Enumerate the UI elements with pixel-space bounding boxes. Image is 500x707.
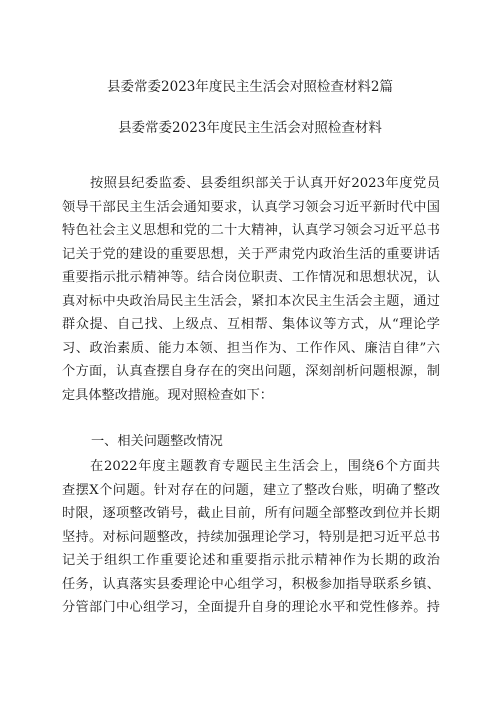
- paragraph-line: 分管部门中心组学习，全面提升自身的理论水平和党性修养。持: [62, 600, 440, 615]
- paragraph-line: 真对标中央政治局民主生活会，紧扣本次民主生活会主题，通过: [62, 293, 440, 309]
- paragraph-line: 习、政治素质、能力本领、担当作为、工作作风、廉洁自律”六: [62, 340, 440, 356]
- paragraph-line: 群众提、自己找、上级点、互相帮、集体议等方式，从“理论学: [62, 317, 440, 332]
- paragraph-line: 记关于党的建设的重要思想，关于严肃党内政治生活的重要讲话: [62, 246, 440, 262]
- paragraph-line: 按照县纪委监委、县委组织部关于认真开好2023年度党员: [90, 176, 440, 191]
- paragraph-line: 记关于组织工作重要论述和重要指示批示精神作为长期的政治: [62, 553, 440, 568]
- paragraph-line: 定具体整改措施。现对照检查如下：: [62, 387, 273, 403]
- paragraph-rectification: [62, 455, 440, 620]
- document-title: 县委常委2023年度民主生活会对照检查材料2篇: [107, 79, 393, 95]
- document-subtitle: 县委常委2023年度民主生活会对照检查材料: [118, 120, 382, 136]
- paragraph-line: 任务，认真落实县委理论中心组学习，积极参加指导联系乡镇、: [62, 576, 440, 592]
- paragraph-line: 领导干部民主生活会通知要求，认真学习领会习近平新时代中国: [62, 199, 440, 215]
- section-heading: 一、相关问题整改情况: [91, 434, 223, 449]
- paragraph-intro: [62, 172, 440, 407]
- paragraph-line: 在2022年度主题教育专题民主生活会上，围绕6个方面共: [90, 459, 440, 474]
- paragraph-line: 特色社会主义思想和党的二十大精神，认真学习领会习近平总书: [62, 223, 440, 238]
- paragraph-line: 重要指示批示精神等。结合岗位职责、工作情况和思想状况，认: [62, 270, 440, 285]
- paragraph-line: 时限，逐项整改销号，截止目前，所有问题全部整改到位并长期: [62, 506, 440, 521]
- paragraph-line: 查摆X个问题。针对存在的问题，建立了整改台账，明确了整改: [62, 482, 440, 498]
- paragraph-line: 坚持。对标问题整改，持续加强理论学习，特别是把习近平总书: [62, 529, 440, 545]
- paragraph-line: 个方面，认真查摆自身存在的突出问题，深刻剖析问题根源，制: [62, 364, 440, 379]
